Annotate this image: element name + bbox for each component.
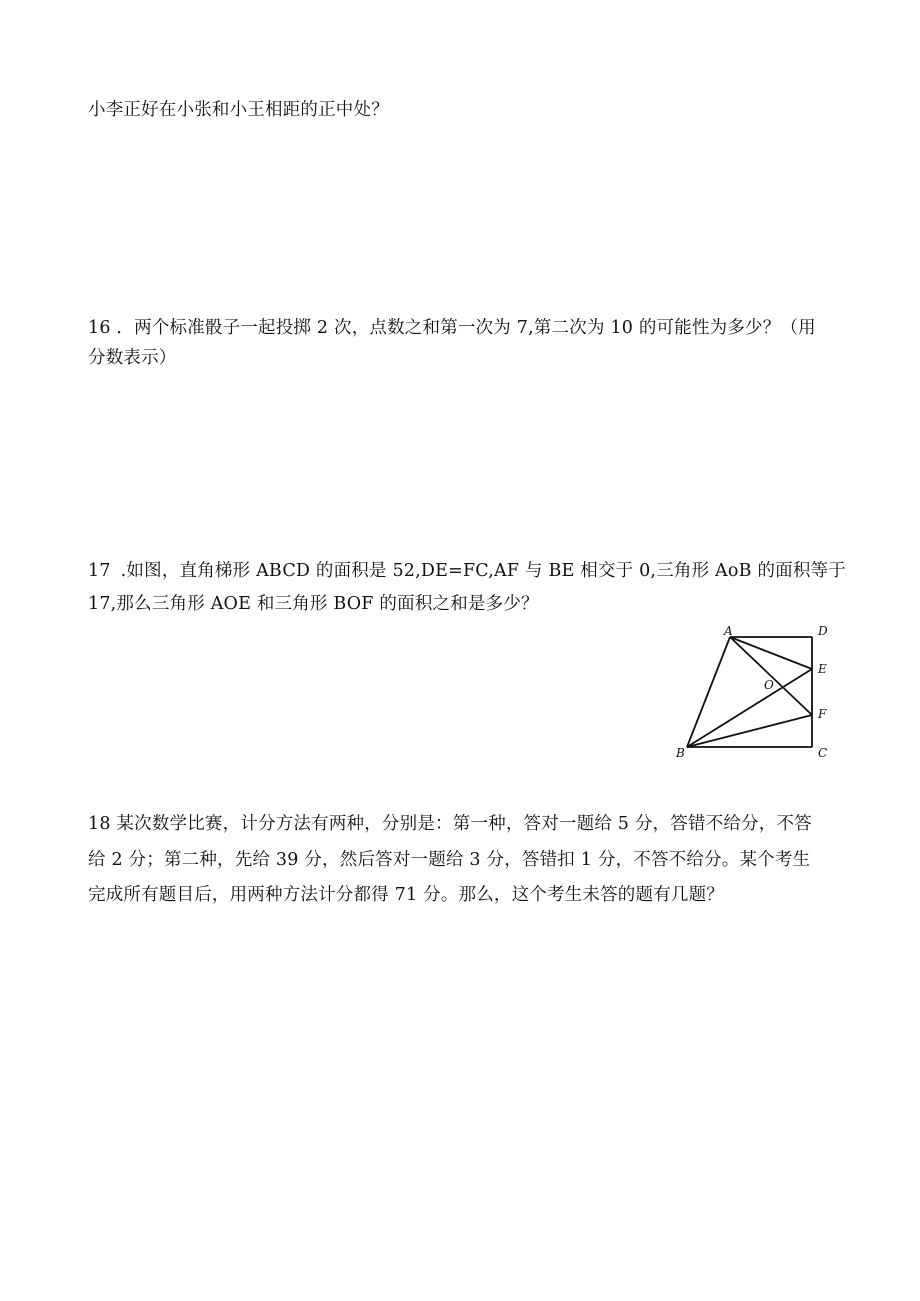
trapezoid-figure xyxy=(668,622,840,768)
label-d: D xyxy=(818,624,828,638)
question-18-line-2: 给 2 分；第二种，先给 39 分，然后答对一题给 3 分，答错扣 1 分，不答不给分。某个考生 xyxy=(88,850,811,870)
label-a: A xyxy=(724,624,733,638)
question-17-line-1-text: .如图，直角梯形 ABCD 的面积是 52,DE=FC,AF 与 BE 相交于 0,三角形 AoB 的面积等于 xyxy=(120,561,846,581)
label-e: E xyxy=(818,662,827,676)
question-17-number: 17 xyxy=(88,561,111,581)
label-c: C xyxy=(818,746,828,760)
label-f: F xyxy=(818,707,827,721)
label-o: O xyxy=(764,678,774,692)
question-17-line-1 xyxy=(88,559,846,583)
edge-ab xyxy=(687,637,730,747)
segment-be xyxy=(687,669,812,747)
segment-bf xyxy=(687,715,812,747)
segment-ae xyxy=(730,637,812,669)
question-17-line-2: 17,那么三角形 AOE 和三角形 BOF 的面积之和是多少？ xyxy=(88,594,539,614)
continuation-text: 小李正好在小张和小王相距的正中处？ xyxy=(88,100,389,120)
question-18-line-3: 完成所有题目后，用两种方法计分都得 71 分。那么，这个考生未答的题有几题？ xyxy=(88,885,724,905)
question-16-line-2: 分数表示） xyxy=(88,348,177,368)
question-18-line-1: 18 某次数学比赛，计分方法有两种，分别是：第一种，答对一题给 5 分，答错不给分，不答 xyxy=(88,814,812,834)
label-b: B xyxy=(676,746,685,760)
question-16-line-1: 16 ．两个标准骰子一起投掷 2 次，点数之和第一次为 7,第二次为 10 的可能性为多少？（用 xyxy=(88,318,816,338)
